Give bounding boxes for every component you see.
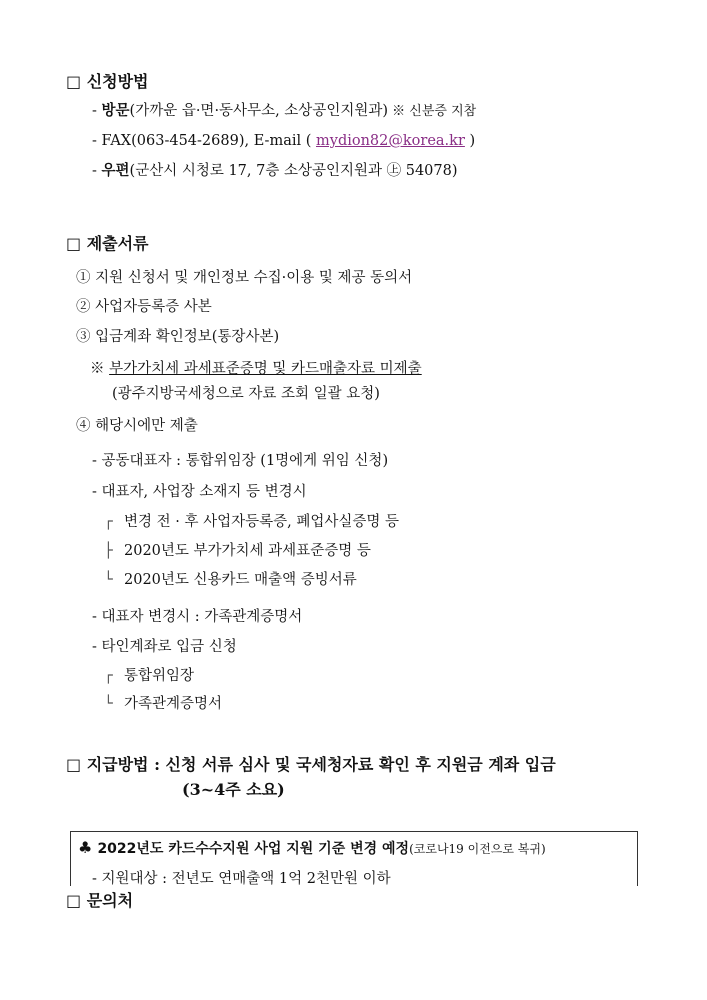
doc-note bbox=[90, 362, 422, 377]
doc-sub-joint: - 공동대표자 : 통합위임장 (1명에게 위임 신청) bbox=[92, 453, 389, 469]
doc-item-1: ① 지원 신청서 및 개인정보 수집·이용 및 제공 동의서 bbox=[76, 270, 413, 286]
notice-small: (코로나19 이전으로 복귀) bbox=[409, 842, 546, 856]
post-prefix: - bbox=[92, 163, 102, 179]
email-link[interactable]: mydion82@korea.kr bbox=[316, 133, 465, 149]
tree-text: 2020년도 부가가치세 과세표준증명 등 bbox=[124, 543, 371, 559]
tree-mark: ┌ bbox=[104, 514, 113, 530]
tree-text: 변경 전 · 후 사업자등록증, 폐업사실증명 등 bbox=[124, 514, 399, 530]
doc-tree-4 bbox=[104, 669, 194, 684]
note-text: 부가가치세 과세표준증명 및 카드매출자료 미제출 bbox=[109, 361, 422, 377]
doc-sub-change: - 대표자, 사업장 소재지 등 변경시 bbox=[92, 484, 307, 500]
visit-prefix: - bbox=[92, 103, 102, 119]
payment-duration: (3~4주 소요) bbox=[182, 780, 285, 799]
contact-heading: □ 문의처 bbox=[66, 891, 134, 910]
visit-detail: (가까운 읍·면·동사무소, 소상공인지원과) bbox=[129, 103, 389, 119]
tree-text: 통합위임장 bbox=[124, 668, 195, 684]
notice-line bbox=[78, 840, 546, 856]
doc-item-3: ③ 입금계좌 확인정보(통장사본) bbox=[76, 329, 280, 345]
post-label: 우편 bbox=[101, 162, 130, 179]
method-post bbox=[92, 164, 458, 179]
visit-label: 방문 bbox=[101, 102, 130, 119]
method-visit bbox=[92, 104, 476, 119]
tree-text: 2020년도 신용카드 매출액 증빙서류 bbox=[124, 572, 357, 588]
doc-note-sub: (광주지방국세청으로 자료 조회 일괄 요청) bbox=[112, 386, 380, 402]
doc-tree-5 bbox=[104, 697, 222, 712]
visit-note: ※ 신분증 지참 bbox=[388, 104, 477, 119]
notice-title: 2022년도 카드수수지원 사업 지원 기준 변경 예정 bbox=[97, 841, 410, 857]
fax-close: ) bbox=[464, 133, 476, 149]
doc-sub-other-account: - 타인계좌로 입금 신청 bbox=[92, 639, 237, 655]
doc-item-2: ② 사업자등록증 사본 bbox=[76, 299, 212, 315]
doc-sub-rep-change: - 대표자 변경시 : 가족관계증명서 bbox=[92, 609, 303, 625]
note-mark: ※ bbox=[90, 361, 110, 377]
tree-mark: └ bbox=[104, 572, 113, 588]
fax-text: FAX(063-454-2689), E-mail ( bbox=[101, 133, 316, 149]
doc-tree-3 bbox=[104, 573, 357, 588]
tree-mark: └ bbox=[104, 696, 113, 712]
method-heading: □ 신청방법 bbox=[66, 72, 149, 91]
fax-prefix: - bbox=[92, 133, 102, 149]
club-icon: ♣ bbox=[78, 838, 93, 857]
post-detail: (군산시 시청로 17, 7층 소상공인지원과 ㊤ 54078) bbox=[129, 163, 458, 179]
tree-mark: ├ bbox=[104, 543, 113, 559]
method-fax-email bbox=[92, 134, 475, 149]
payment-heading: □ 지급방법 : 신청 서류 심사 및 국세청자료 확인 후 지원금 계좌 입금 bbox=[66, 755, 556, 774]
documents-heading: □ 제출서류 bbox=[66, 234, 149, 253]
doc-tree-1 bbox=[104, 515, 399, 530]
doc-item-4: ④ 해당시에만 제출 bbox=[76, 418, 198, 434]
notice-target: - 지원대상 : 전년도 연매출액 1억 2천만원 이하 bbox=[92, 871, 391, 887]
tree-mark: ┌ bbox=[104, 668, 113, 684]
tree-text: 가족관계증명서 bbox=[124, 696, 223, 712]
doc-tree-2 bbox=[104, 544, 371, 559]
